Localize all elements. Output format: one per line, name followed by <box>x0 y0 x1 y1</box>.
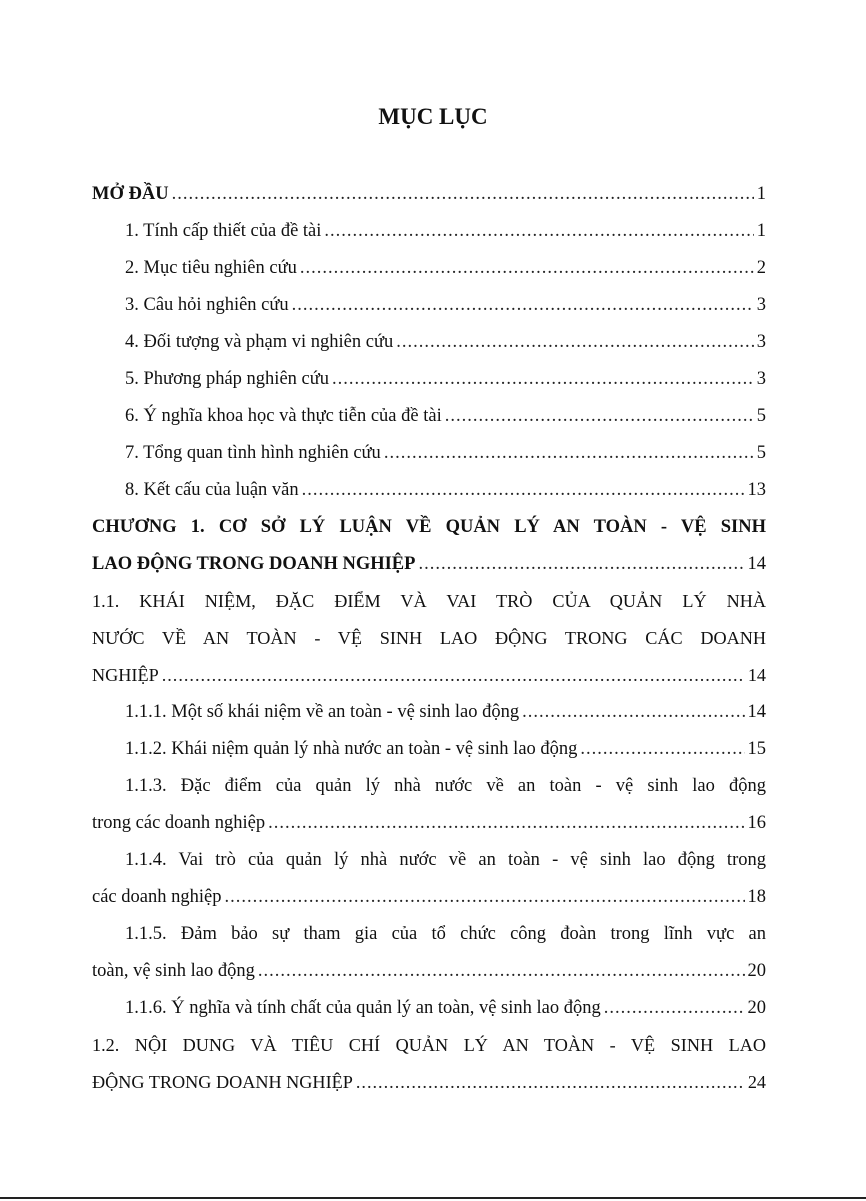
toc-entry-text: 2. Mục tiêu nghiên cứu <box>125 258 297 278</box>
toc-entry-line: 1.1.4. Vai trò của quản lý nhà nước về an toàn - vệ sinh lao động trong <box>125 850 766 870</box>
toc-page-number: 14 <box>747 665 766 685</box>
toc-entry-text: ĐỘNG TRONG DOANH NGHIỆP <box>92 1072 353 1092</box>
toc-entry-text: 5. Phương pháp nghiên cứu <box>125 369 330 389</box>
toc-entry-text: 1.1.6. Ý nghĩa và tính chất của quản lý an toàn, vệ sinh lao động <box>125 998 601 1018</box>
toc-entry <box>92 731 766 768</box>
toc-entry-text: các doanh nghiệp <box>92 887 222 907</box>
toc-entry-text: 6. Ý nghĩa khoa học và thực tiễn của đề tài <box>125 406 442 426</box>
leader-dots <box>580 731 744 768</box>
toc-entry-text: 1. Tính cấp thiết của đề tài <box>125 221 322 241</box>
toc-section-heading <box>92 1064 766 1101</box>
toc-page-number: 1 <box>756 221 766 241</box>
toc-entry <box>92 472 766 509</box>
toc-page-number: 15 <box>747 739 766 759</box>
leader-dots <box>172 176 754 213</box>
leader-dots <box>522 694 744 731</box>
leader-dots <box>384 435 754 472</box>
toc-entry-line: 1.1.5. Đảm bảo sự tham gia của tổ chức công đoàn trong lĩnh vực an <box>125 924 766 944</box>
toc-entry <box>92 324 766 361</box>
toc-page-number: 3 <box>756 295 766 315</box>
toc-entry <box>92 953 766 990</box>
toc-section-heading <box>92 657 766 694</box>
leader-dots <box>418 546 744 583</box>
leader-dots <box>356 1064 745 1101</box>
leader-dots <box>324 213 753 250</box>
toc-page-number: 3 <box>756 332 766 352</box>
toc-entry <box>92 287 766 324</box>
toc-entry-text: trong các doanh nghiệp <box>92 813 266 833</box>
toc-page-number: 5 <box>756 406 766 426</box>
toc-section-heading-line: 1.1. KHÁI NIỆM, ĐẶC ĐIỂM VÀ VAI TRÒ CỦA QUẢN LÝ NHÀ <box>92 591 766 611</box>
toc-entry <box>92 694 766 731</box>
toc-entry-text: 3. Câu hỏi nghiên cứu <box>125 295 289 315</box>
leader-dots <box>268 805 744 842</box>
toc-page-number: 2 <box>756 258 766 278</box>
toc-entry-line: 1.1.3. Đặc điểm của quản lý nhà nước về an toàn - vệ sinh lao động <box>125 776 766 796</box>
toc-entry <box>92 361 766 398</box>
toc-entry <box>92 879 766 916</box>
toc-entry-mo-dau <box>92 176 766 213</box>
table-of-contents <box>92 176 766 1101</box>
toc-page-number: 3 <box>756 369 766 389</box>
toc-section-heading-line: NƯỚC VỀ AN TOÀN - VỆ SINH LAO ĐỘNG TRONG CÁC DOANH <box>92 628 766 648</box>
toc-chapter-heading <box>92 546 766 583</box>
leader-dots <box>258 953 745 990</box>
toc-page-number: 5 <box>756 443 766 463</box>
toc-entry <box>92 398 766 435</box>
toc-page-number: 1 <box>756 184 766 204</box>
toc-entry <box>92 213 766 250</box>
leader-dots <box>302 472 745 509</box>
leader-dots <box>162 657 745 694</box>
toc-entry-text: LAO ĐỘNG TRONG DOANH NGHIỆP <box>92 554 416 574</box>
toc-page-number: 24 <box>747 1072 766 1092</box>
toc-entry <box>92 435 766 472</box>
leader-dots <box>332 361 754 398</box>
leader-dots <box>445 398 754 435</box>
leader-dots <box>396 324 754 361</box>
page-title: MỤC LỤC <box>378 104 488 129</box>
toc-entry-text: 7. Tổng quan tình hình nghiên cứu <box>125 443 381 463</box>
toc-page-number: 18 <box>747 887 766 907</box>
leader-dots <box>292 287 754 324</box>
leader-dots <box>604 990 745 1027</box>
toc-entry-text: 1.1.2. Khái niệm quản lý nhà nước an toàn - vệ sinh lao động <box>125 739 578 759</box>
toc-entry <box>92 990 766 1027</box>
toc-page-number: 14 <box>747 702 766 722</box>
toc-entry-text: NGHIỆP <box>92 665 159 685</box>
leader-dots <box>300 250 754 287</box>
toc-entry-text: 8. Kết cấu của luận văn <box>125 480 299 500</box>
toc-entry-text: 1.1.1. Một số khái niệm về an toàn - vệ sinh lao động <box>125 702 520 722</box>
page-bottom-border <box>0 1197 866 1199</box>
toc-chapter-heading-line: CHƯƠNG 1. CƠ SỞ LÝ LUẬN VỀ QUẢN LÝ AN TOÀN - VỆ SINH <box>92 517 766 537</box>
toc-entry <box>92 805 766 842</box>
toc-entry-text: toàn, vệ sinh lao động <box>92 961 255 981</box>
toc-entry-text: MỞ ĐẦU <box>92 184 169 204</box>
toc-page-number: 13 <box>747 480 766 500</box>
toc-entry-text: 4. Đối tượng và phạm vi nghiên cứu <box>125 332 394 352</box>
toc-page-number: 20 <box>747 998 766 1018</box>
toc-page-number: 14 <box>747 554 766 574</box>
toc-page-number: 16 <box>747 813 766 833</box>
toc-section-heading-line: 1.2. NỘI DUNG VÀ TIÊU CHÍ QUẢN LÝ AN TOÀN - VỆ SINH LAO <box>92 1035 766 1055</box>
toc-page-number: 20 <box>747 961 766 981</box>
toc-entry <box>92 250 766 287</box>
leader-dots <box>224 879 744 916</box>
